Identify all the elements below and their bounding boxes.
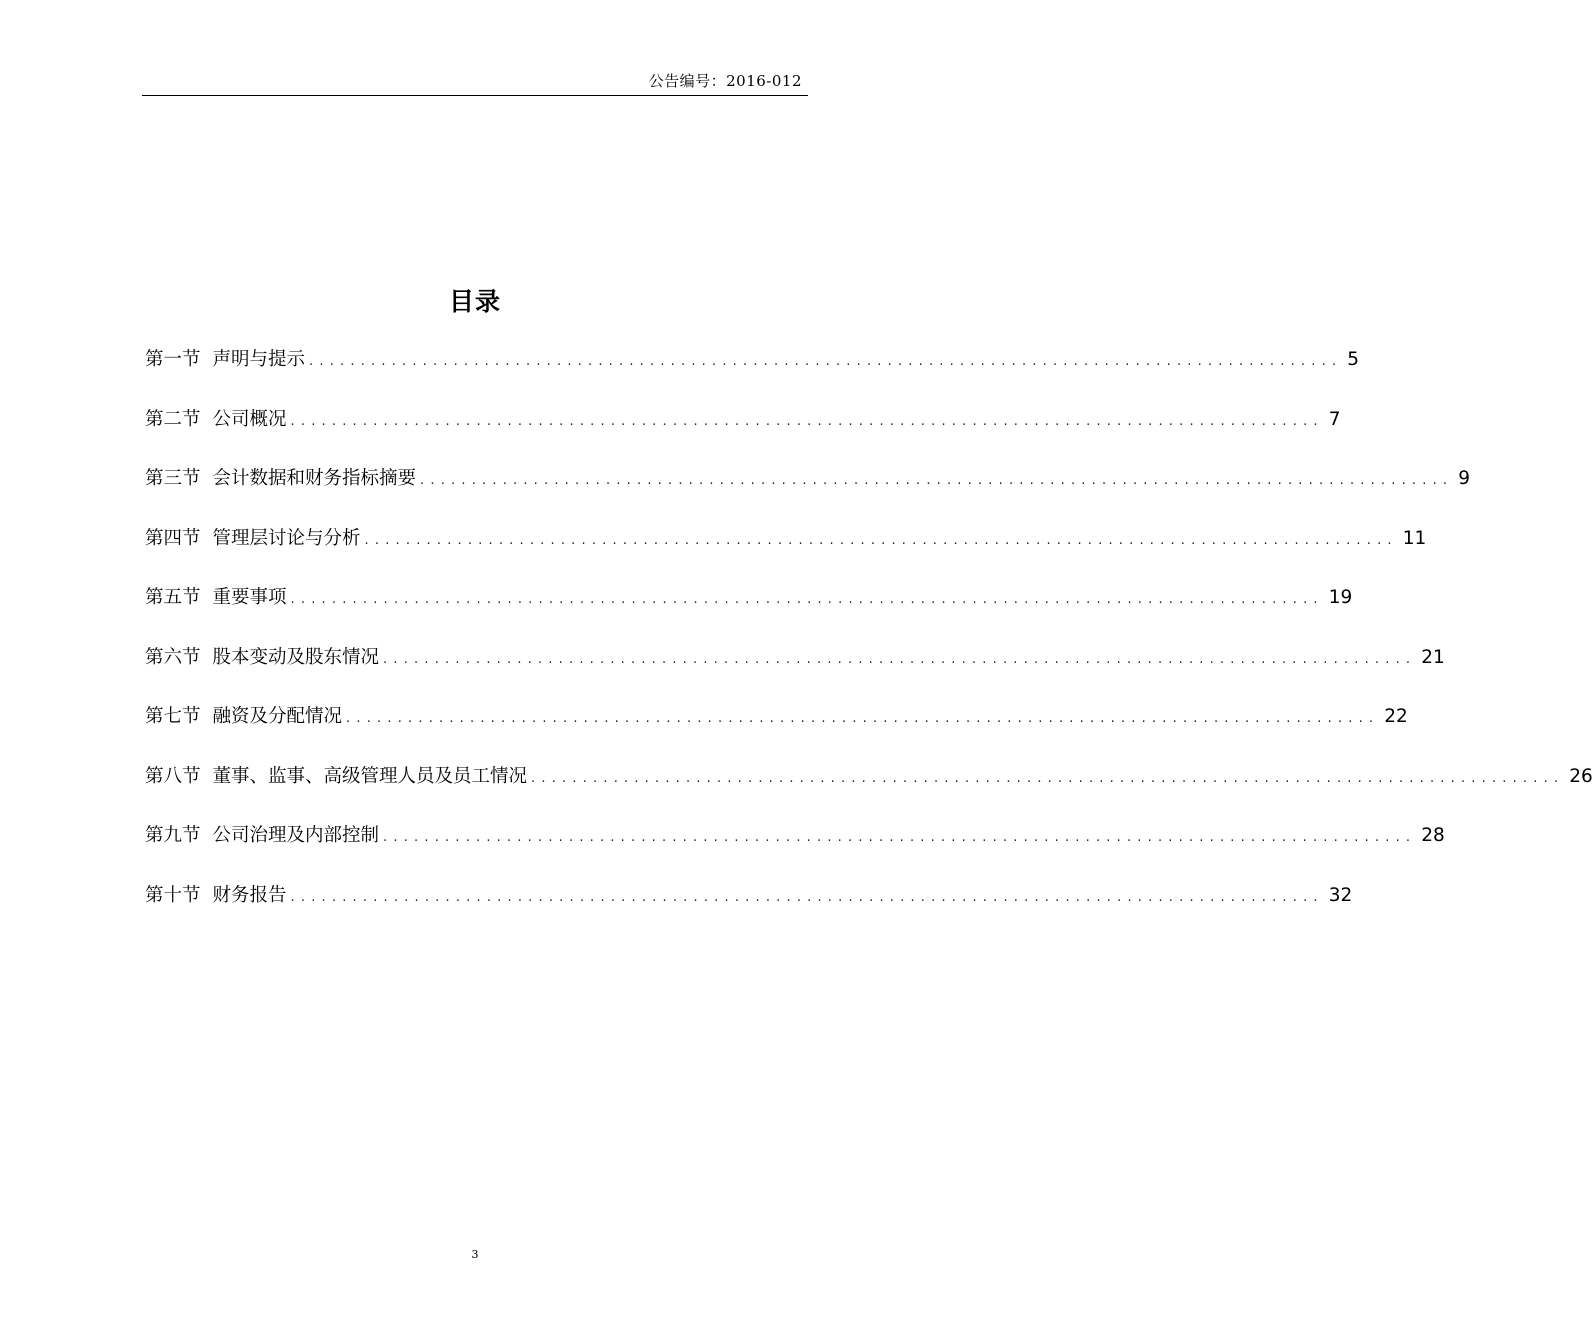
dot-leader: .................................................................................................... [531, 770, 1565, 786]
toc-section-label: 第七节 [145, 706, 201, 727]
toc-section-title: 声明与提示 [212, 349, 306, 370]
toc-section-label: 第九节 [145, 825, 201, 846]
toc-section-label: 第四节 [145, 527, 201, 549]
dot-leader: .................................................................................................... [420, 473, 1454, 488]
toc-section-title: 管理层讨论与分析 [212, 527, 361, 549]
toc-entry-3[interactable] [145, 461, 1471, 521]
toc-section-label: 第六节 [145, 646, 201, 668]
dot-leader: .................................................................................................... [290, 889, 1324, 905]
toc-page-number: 26 [1569, 765, 1593, 787]
toc-section-title: 融资及分配情况 [212, 706, 343, 727]
dot-leader: .................................................................................................... [309, 354, 1343, 369]
toc-section-label: 第五节 [145, 587, 201, 608]
toc-section-title: 重要事项 [212, 587, 287, 608]
toc-section-title: 股本变动及股东情况 [212, 646, 380, 668]
toc-page-number: 21 [1421, 646, 1445, 668]
toc-section-label: 第二节 [145, 408, 201, 430]
dot-leader: .................................................................................................... [364, 532, 1398, 548]
toc-page-number: 22 [1384, 706, 1408, 727]
toc-page-number: 32 [1328, 884, 1353, 906]
toc-section-title: 公司概况 [212, 408, 287, 430]
dot-leader: .................................................................................................... [346, 711, 1380, 726]
toc-entry-8[interactable] [145, 759, 1593, 819]
toc-entry-5[interactable] [145, 580, 1353, 640]
page-header [142, 68, 808, 96]
table-of-contents [145, 342, 1593, 937]
toc-section-title: 财务报告 [212, 884, 287, 906]
toc-entry-9[interactable] [145, 818, 1445, 878]
toc-section-title: 公司治理及内部控制 [212, 825, 380, 846]
toc-entry-4[interactable] [145, 521, 1427, 581]
toc-title: 目录 [448, 287, 501, 316]
toc-section-label: 第八节 [145, 765, 201, 787]
announcement-number: 公告编号：2016-012 [648, 72, 802, 90]
toc-entry-6[interactable] [145, 640, 1445, 700]
dot-leader: .................................................................................................... [383, 830, 1417, 845]
toc-page-number: 28 [1421, 825, 1445, 846]
toc-entry-2[interactable] [145, 402, 1341, 462]
toc-page-number: 7 [1328, 408, 1341, 430]
toc-page-number: 9 [1458, 468, 1471, 489]
dot-leader: .................................................................................................... [290, 413, 1324, 429]
toc-section-label: 第十节 [145, 884, 201, 906]
toc-entry-10[interactable] [145, 878, 1353, 938]
toc-entry-1[interactable] [145, 342, 1360, 402]
toc-page-number: 19 [1328, 587, 1353, 608]
toc-page-number: 5 [1347, 349, 1360, 370]
page-number: 3 [471, 1248, 479, 1261]
toc-page-number: 11 [1402, 527, 1427, 549]
toc-section-title: 董事、监事、高级管理人员及员工情况 [212, 765, 528, 787]
toc-entry-7[interactable] [145, 699, 1408, 759]
toc-section-label: 第一节 [145, 349, 201, 370]
toc-section-label: 第三节 [145, 468, 201, 489]
dot-leader: .................................................................................................... [383, 651, 1417, 667]
toc-section-title: 会计数据和财务指标摘要 [212, 468, 417, 489]
dot-leader: .................................................................................................... [290, 592, 1324, 607]
